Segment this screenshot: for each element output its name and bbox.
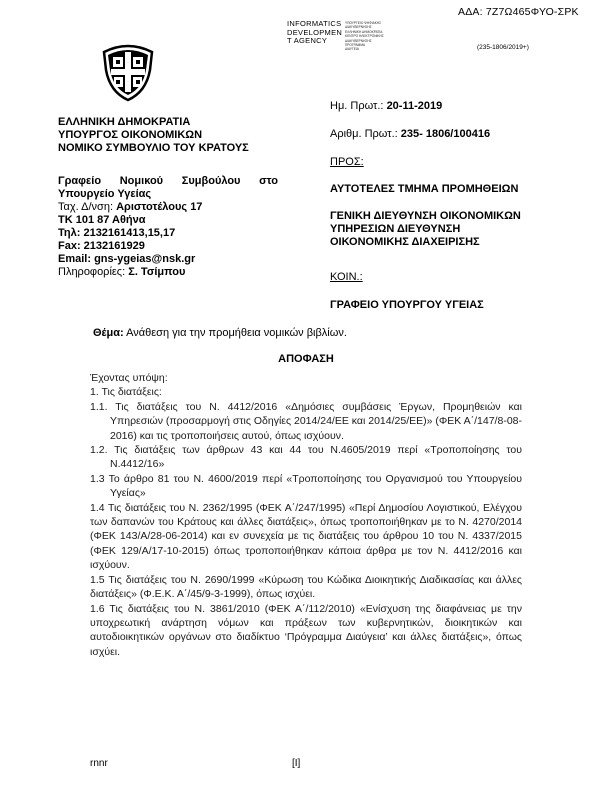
sender-heading — [58, 116, 249, 155]
agency-fine-line: ΔΙΑΚΥΒΕΡΝΗΣΗΣ — [345, 25, 372, 30]
ada-code: ΑΔΑ: 7Ζ7Ω465ΦΥΟ-ΣΡΚ — [458, 6, 579, 18]
agency-fine-line: ΥΠΟΥΡΓΕΙΟ ΨΗΦΙΑΚΗΣ — [345, 21, 382, 25]
recipient-2 — [330, 210, 521, 249]
address — [58, 201, 278, 214]
protocol-number-label: Αριθμ. Πρωτ.: — [330, 128, 398, 140]
paragraph-1-5: 1.5 Τις διατάξεις του Ν. 2690/1999 «Κύρωση του Κώδικα Διοικητικής Διαδικασίας και άλλες διατάξεις» (Φ.Ε.Κ. Α΄/45/9-3-1999), όπως ισχύει. — [90, 573, 522, 601]
greek-emblem-icon — [98, 42, 158, 102]
considering: Έχοντας υπόψη: — [90, 372, 168, 384]
sender-line: ΕΛΛΗΝΙΚΗ ΔΗΜΟΚΡΑΤΙΑ — [58, 116, 191, 128]
agency-fine-line: ΔΙΑΥΓΕΙΑ — [345, 47, 359, 52]
recipient-1: ΑΥΤΟΤΕΛΕΣ ΤΜΗΜΑ ΠΡΟΜΗΘΕΙΩΝ — [330, 183, 519, 195]
agency-line: DEVELOPMEN — [287, 27, 343, 37]
cc-recipient: ΓΡΑΦΕΙΟ ΥΠΟΥΡΓΟΥ ΥΓΕΙΑΣ — [330, 299, 484, 311]
page-number: [I] — [292, 758, 301, 769]
address-value: Αριστοτέλους 17 — [116, 201, 203, 213]
footer-initials: rnnr — [90, 758, 108, 769]
fax: Fax: 2132161929 — [58, 240, 145, 252]
paragraph-1-2: 1.2. Τις διατάξεις των άρθρων 43 και 44 του Ν.4605/2019 περί «Τροποποίησης του Ν.4412/16» — [90, 444, 522, 471]
protocol-date-label: Ημ. Πρωτ.: — [330, 100, 384, 112]
protocol-date — [330, 100, 442, 112]
document-body — [90, 371, 522, 659]
to-label: ΠΡΟΣ: — [330, 156, 364, 168]
cc-label: ΚΟΙΝ.: — [330, 271, 363, 283]
paragraph-1-6: 1.6 Τις διατάξεις του Ν. 3861/2010 (ΦΕΚ Α΄/112/2010) «Ενίσχυση της διαφάνειας με την υποχρεωτική ανάρτηση νόμων και πράξεων των κυβερνητικών, διοικητικών και αυτοδιοικητικών οργάνων στο διαδίκτυο ‘Πρόγραμμα Διαύγεια’ και άλλες διατάξεις», όπως ισχύει. — [90, 602, 522, 658]
info-contact — [58, 266, 278, 279]
email: Email: gns-ygeias@nsk.gr — [58, 253, 196, 265]
protocol-date-value: 20-11-2019 — [386, 100, 443, 112]
agency-fine-line: ΚΕΝΤΡΟ ΗΛΕΚΤΡΟΝΙΚΗΣ — [345, 34, 384, 39]
paragraph-1-1: 1.1. Τις διατάξεις του Ν. 4412/2016 «Δημόσιες συμβάσεις Έργων, Προμηθειών και Υπηρεσιών (προσαρμογή στις Οδηγίες 2014/24/ΕΕ και 2014/25/ΕΕ)» (ΦΕΚ Α΄/147/8-08-2016) και τις τροποποιήσεις αυτού, όπως ισχύουν. — [90, 400, 522, 442]
paragraph-1-3: 1.3 Το άρθρο 81 του Ν. 4600/2019 περί «Τροποποίησης του Οργανισμού του Υπουργείου Υγείας» — [90, 472, 522, 500]
agency-line: INFORMATICS — [287, 19, 342, 28]
agency-fine-print — [345, 21, 405, 52]
protocol-stamp: (235-1806/2019+) — [477, 44, 529, 51]
agency-fine-line: ΔΙΑΚΥΒΕΡΝΗΣΗΣ — [345, 38, 372, 43]
postal-code: ΤΚ 101 87 Αθήνα — [58, 214, 146, 226]
info-label: Πληροφορίες: — [58, 266, 126, 278]
recipient-2-line: ΟΙΚΟΝΟΜΙΚΗΣ ΔΙΑΧΕΙΡΙΣΗΣ — [330, 236, 480, 248]
subject-line — [93, 327, 347, 339]
protocol-number — [330, 128, 490, 140]
sender-contact — [58, 175, 278, 279]
info-value: Σ. Τσίμπου — [128, 266, 186, 278]
subject-label: Θέμα: — [93, 327, 124, 339]
decision-title: ΑΠΟΦΑΣΗ — [278, 353, 334, 365]
agency-fine-line: ΠΡΟΓΡΑΜΜΑ — [345, 43, 366, 48]
recipient-2-line: ΓΕΝΙΚΗ ΔΙΕΥΘΥΝΣΗ ΟΙΚΟΝΟΜΙΚΩΝ — [330, 210, 521, 222]
paragraph-1-4: 1.4 Τις διατάξεις του Ν. 2362/1995 (ΦΕΚ Α΄/247/1995) «Περί Δημοσίου Λογιστικού, Ελέγχου των δαπανών του Κράτους και άλλες διατάξεις», όπως τροποποιήθηκαν με το Ν. 4270/2014 (ΦΕΚ 143/Α/28-06-2014) και εν συνεχεία με τις διατάξεις του άρθρου 10 του Ν. 4337/2015 (ΦΕΚ 129/Α/17-10-2015) όπως τροποποιήθηκαν κάποια άρθρα με τον Ν. 4412/2016 και ισχύουν. — [90, 501, 522, 572]
recipient-2-line: ΥΠΗΡΕΣΙΩΝ ΔΙΕΥΘΥΝΣΗ — [330, 223, 461, 235]
agency-line: T AGENCY — [287, 36, 328, 45]
office-line-2: Υπουργείο Υγείας — [58, 188, 152, 200]
sender-line: ΝΟΜΙΚΟ ΣΥΜΒΟΥΛΙΟ ΤΟΥ ΚΡΑΤΟΥΣ — [58, 142, 249, 154]
protocol-number-value: 235- 1806/100416 — [400, 128, 491, 140]
office-line: Γραφείο Νομικού Συμβούλου στο — [58, 175, 278, 187]
phone: Τηλ: 2132161413,15,17 — [58, 227, 176, 239]
provisions-heading: 1. Τις διατάξεις: — [90, 386, 162, 399]
address-label: Ταχ. Δ/νση: — [58, 201, 114, 213]
subject-text: Ανάθεση για την προμήθεια νομικών βιβλίων. — [126, 327, 347, 339]
sender-line: ΥΠΟΥΡΓΟΣ ΟΙΚΟΝΟΜΙΚΩΝ — [58, 129, 203, 141]
agency-logo-text — [287, 20, 342, 46]
agency-fine-line: ΕΛΛΗΝΙΚΗ ΔΗΜΟΚΡΑΤΙΑ — [345, 29, 383, 34]
